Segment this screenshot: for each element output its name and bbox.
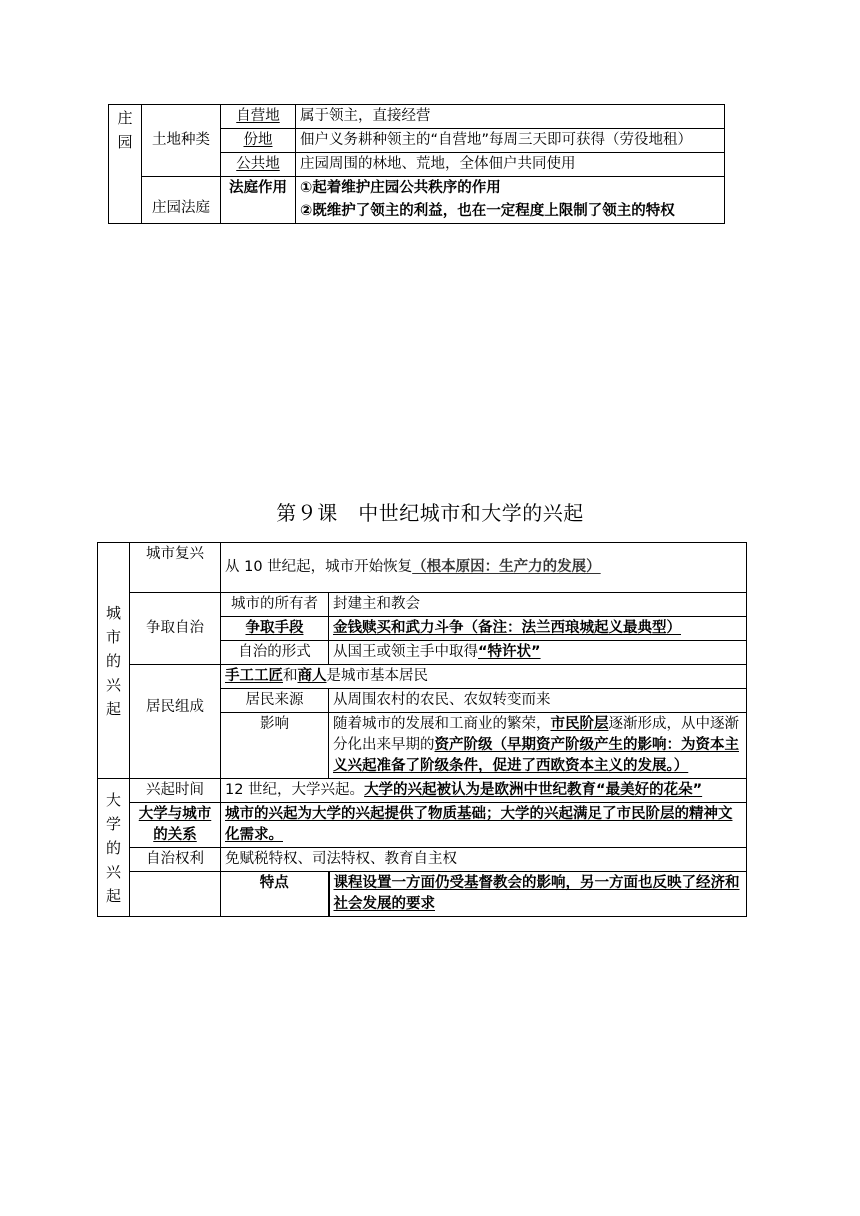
rise-time-label: 兴起时间	[130, 779, 221, 803]
residents-basic: 手工工匠和商人是城市基本居民	[221, 665, 747, 689]
court-desc-1: ①起着维护庄园公共秩序的作用	[296, 177, 725, 201]
owner-label: 城市的所有者	[221, 593, 329, 617]
lesson-title: 第９课 中世纪城市和大学的兴起	[276, 501, 584, 525]
feature-label: 特点	[221, 872, 329, 917]
owner-text: 封建主和教会	[329, 593, 747, 617]
form-text: 从国王或领主手中取得“特许状”	[329, 641, 747, 665]
rights-label: 自治权利	[130, 848, 221, 872]
rise-text: 12 世纪，大学兴起。大学的兴起被认为是欧洲中世纪教育“最美好的花朵”	[221, 779, 747, 803]
tenancy-term: 份地	[221, 129, 296, 153]
rights-text: 免赋税特权、司法特权、教育自主权	[221, 848, 747, 872]
impact-text: 随着城市的发展和工商业的繁荣，市民阶层逐渐形成，从中逐渐分化出来早期的资产阶级（早期资产阶级产生的影响：为资本主义兴起准备了阶级条件，促进了西欧资本主义的发展。）	[329, 713, 747, 779]
manor-label: 庄园	[109, 105, 142, 224]
revival-text: 从 10 世纪起，城市开始恢复（根本原因：生产力的发展）	[221, 543, 747, 593]
source-label: 居民来源	[221, 689, 329, 713]
city-university-table	[97, 542, 747, 917]
city-group-label: 城市的兴起	[98, 543, 130, 779]
form-label: 自治的形式	[221, 641, 329, 665]
feature-empty-cell	[130, 872, 221, 917]
demesne-desc: 属于领主，直接经营	[296, 105, 725, 129]
relation-text: 城市的兴起为大学的兴起提供了物质基础；大学的兴起满足了市民阶层的精神文化需求。	[221, 803, 747, 848]
demesne-term: 自营地	[221, 105, 296, 129]
relation-label: 大学与城市的关系	[130, 803, 221, 848]
autonomy-label: 争取自治	[130, 593, 221, 665]
common-desc: 庄园周围的林地、荒地，全体佃户共同使用	[296, 153, 725, 177]
manor-table	[108, 104, 725, 224]
court-label: 庄园法庭	[142, 177, 221, 224]
land-types-label: 土地种类	[142, 105, 221, 177]
feature-text: 课程设置一方面仍受基督教会的影响，另一方面也反映了经济和社会发展的要求	[329, 872, 747, 917]
common-term: 公共地	[221, 153, 296, 177]
court-desc-2: ②既维护了领主的利益，也在一定程度上限制了领主的特权	[296, 200, 725, 224]
court-role-label: 法庭作用	[221, 177, 296, 224]
university-group-label: 大学的兴起	[98, 779, 130, 917]
residents-label: 居民组成	[130, 665, 221, 779]
revival-label: 城市复兴	[130, 543, 221, 593]
means-text: 金钱赎买和武力斗争（备注：法兰西琅城起义最典型）	[329, 617, 747, 641]
tenancy-desc: 佃户义务耕种领主的“自营地”每周三天即可获得（劳役地租）	[296, 129, 725, 153]
source-text: 从周围农村的农民、农奴转变而来	[329, 689, 747, 713]
means-label: 争取手段	[221, 617, 329, 641]
impact-label: 影响	[221, 713, 329, 779]
